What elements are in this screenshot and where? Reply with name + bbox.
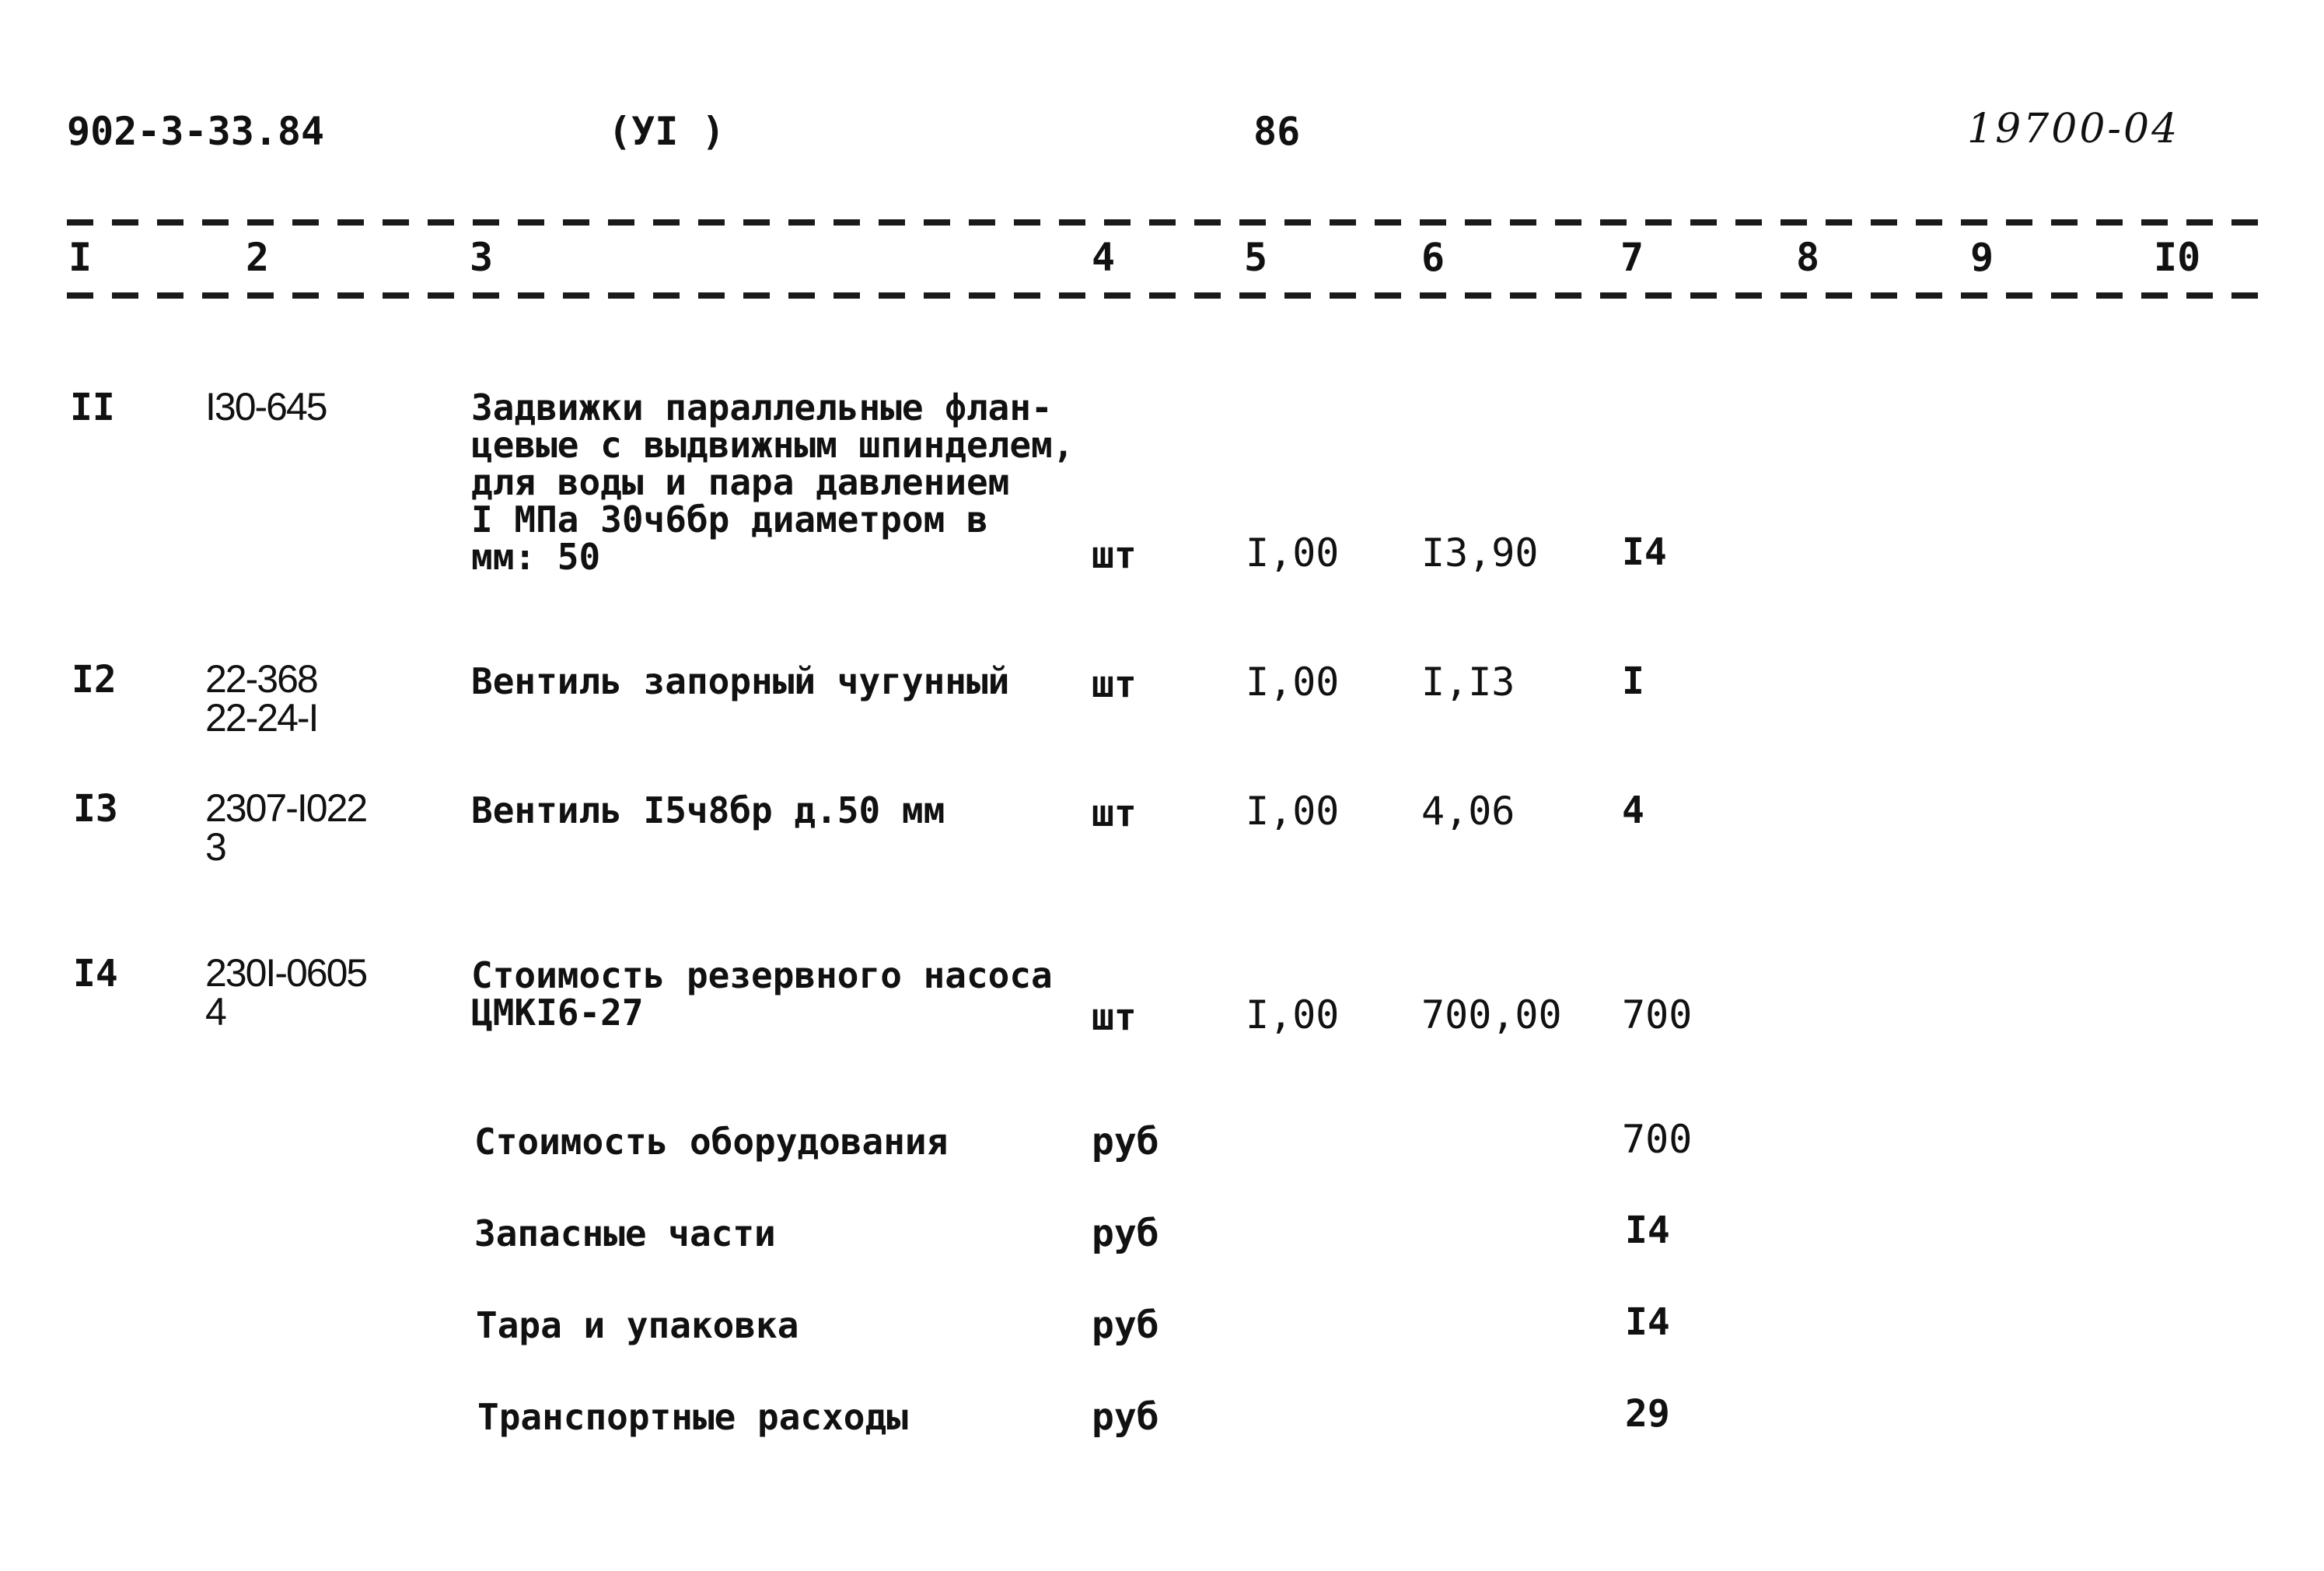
unit-price: 700,00 xyxy=(1421,992,1562,1037)
total-cost: I xyxy=(1622,660,1644,703)
summary-unit: руб xyxy=(1092,1303,1159,1347)
column-header: 4 xyxy=(1092,235,1116,280)
catalog-code: 4 xyxy=(205,990,225,1034)
row-number: II xyxy=(70,386,115,429)
unit: шт xyxy=(1092,995,1137,1039)
catalog-code: 22-368 xyxy=(205,657,317,701)
column-header: 8 xyxy=(1796,235,1820,280)
total-cost: 700 xyxy=(1622,992,1693,1037)
quantity: I,00 xyxy=(1246,992,1340,1037)
catalog-code: 3 xyxy=(205,825,225,869)
catalog-code: 2307-I022 xyxy=(205,786,367,830)
item-description: Вентиль запорный чугунный xyxy=(471,660,1010,702)
summary-total: I4 xyxy=(1625,1209,1670,1252)
summary-label: Транспортные расходы xyxy=(477,1396,908,1438)
summary-label: Запасные части xyxy=(474,1212,776,1254)
archive-code: 19700-04 xyxy=(1967,106,2180,152)
row-number: I3 xyxy=(73,787,118,831)
column-header: 3 xyxy=(470,235,494,280)
column-header: I0 xyxy=(2154,235,2201,280)
unit-price: 4,06 xyxy=(1421,789,1515,834)
summary-unit: руб xyxy=(1092,1212,1159,1255)
document-number: 902-3-33.84 xyxy=(67,109,325,154)
header-top-rule xyxy=(67,219,2275,226)
summary-label: Стоимость оборудования xyxy=(474,1121,949,1163)
summary-total: I4 xyxy=(1625,1300,1670,1344)
volume-label: (УI ) xyxy=(608,109,725,154)
unit: шт xyxy=(1092,792,1137,835)
column-header: 6 xyxy=(1421,235,1445,280)
unit: шт xyxy=(1092,534,1137,577)
row-number: I4 xyxy=(73,952,118,995)
catalog-code: I30-645 xyxy=(205,385,327,429)
unit: шт xyxy=(1092,663,1137,706)
summary-unit: руб xyxy=(1092,1120,1159,1163)
item-description: Вентиль I5ч8бр д.50 мм xyxy=(471,789,945,831)
quantity: I,00 xyxy=(1246,660,1340,705)
column-header: 7 xyxy=(1620,235,1644,280)
column-header: 9 xyxy=(1970,235,1994,280)
page-number: 86 xyxy=(1253,109,1301,154)
total-cost: 4 xyxy=(1622,789,1644,832)
summary-label: Тара и упаковка xyxy=(476,1304,799,1346)
item-description: Стоимость резервного насоса ЦМКI6-27 xyxy=(471,954,1053,1034)
quantity: I,00 xyxy=(1246,789,1340,834)
quantity: I,00 xyxy=(1246,530,1340,576)
unit-price: I3,90 xyxy=(1421,530,1539,576)
catalog-code: 230I-0605 xyxy=(205,951,367,995)
column-header: I xyxy=(68,235,93,280)
item-description: Задвижки параллельные флан- цевые с выдвижным шпинделем, для воды и пара давлением I МПа 30ч6бр диаметром в мм: 50 xyxy=(471,387,1075,578)
summary-total: 700 xyxy=(1622,1117,1693,1162)
header-bottom-rule xyxy=(67,292,2275,299)
summary-total: 29 xyxy=(1625,1392,1670,1436)
summary-unit: руб xyxy=(1092,1395,1159,1439)
row-number: I2 xyxy=(72,658,117,702)
catalog-code: 22-24-I xyxy=(205,696,318,740)
column-header: 5 xyxy=(1244,235,1268,280)
unit-price: I,I3 xyxy=(1421,660,1515,705)
total-cost: I4 xyxy=(1622,530,1667,574)
column-header: 2 xyxy=(246,235,270,280)
